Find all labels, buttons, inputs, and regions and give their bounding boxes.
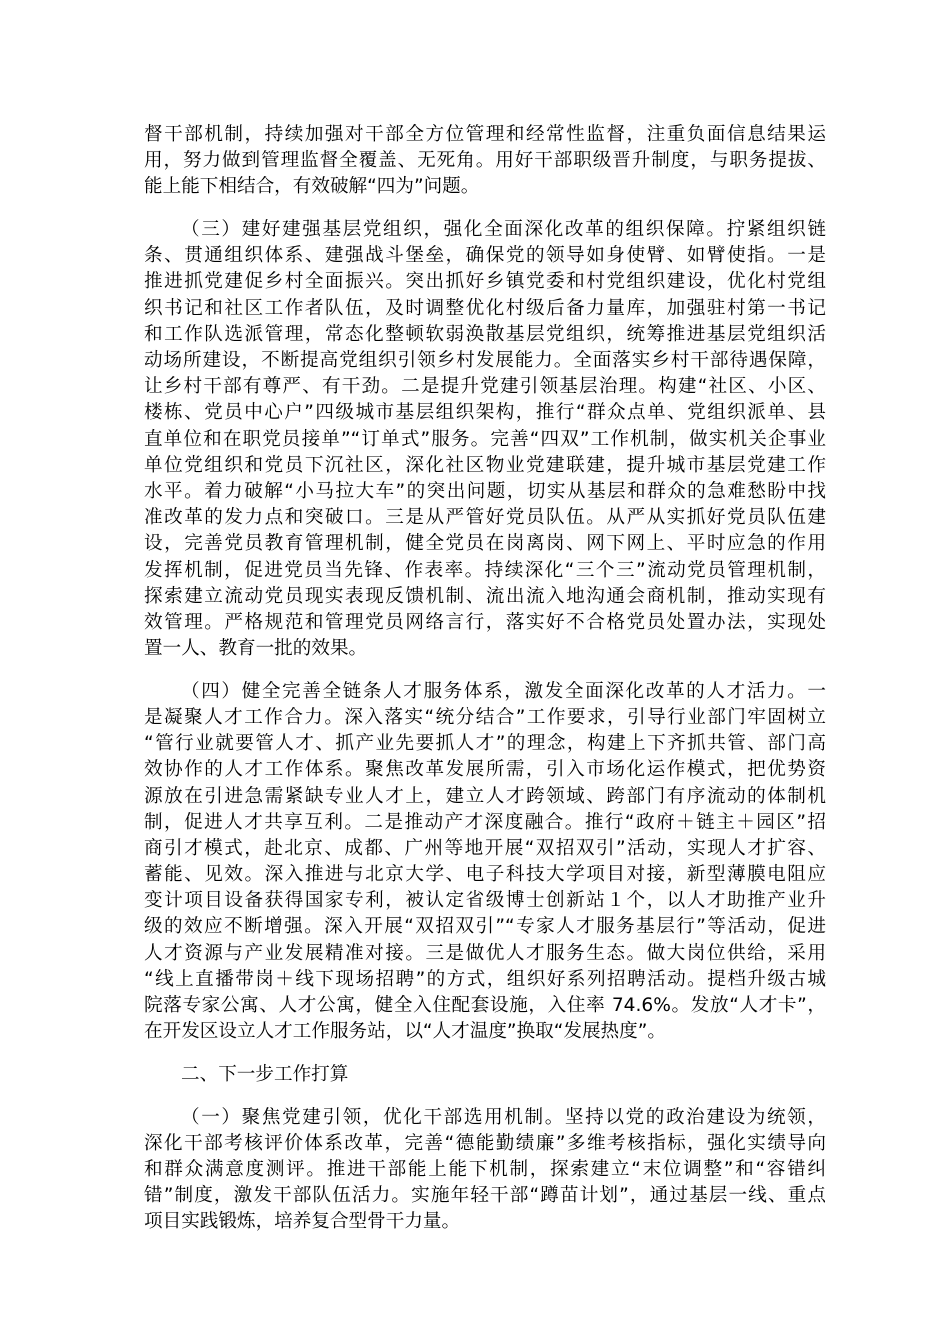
text-line: 和群众满意度测评。推进干部能上能下机制，探索建立“末位调整”和“容错纠 <box>144 1158 826 1180</box>
text-line: 错”制度，激发干部队伍活力。实施年轻干部“蹲苗计划”，通过基层一线、重点 <box>144 1185 826 1207</box>
text-line: 院落专家公寓、人才公寓，健全入住配套设施，入住率 74.6%。发放“人才卡”， <box>144 995 826 1016</box>
text-line: 条、贯通组织体系、建强战斗堡垒，确保党的领导如身使臂、如臂使指。一是 <box>144 245 826 267</box>
paragraph-spacing <box>144 1045 826 1062</box>
text-line: 是凝聚人才工作合力。深入落实“统分结合”工作要求，引导行业部门牢固树立 <box>144 706 826 728</box>
text-line: 织书记和社区工作者队伍，及时调整优化村级后备力量库，加强驻村第一书记 <box>144 297 826 319</box>
paragraph-spacing <box>144 662 826 679</box>
text-line: 级的效应不断增强。深入开展“双招双引”“专家人才服务基层行”等活动，促进 <box>144 916 826 938</box>
text-line: （三）建好建强基层党组织，强化全面深化改革的组织保障。拧紧组织链 <box>181 219 826 241</box>
text-line: 推进抓党建促乡村全面振兴。突出抓好乡镇党委和村党组织建设，优化村党组 <box>144 271 826 293</box>
text-line: 蓄能、见效。深入推进与北京大学、电子科技大学项目对接，新型薄膜电阻应 <box>144 864 826 886</box>
text-line: （一）聚焦党建引领，优化干部选用机制。坚持以党的政治建设为统领， <box>181 1106 826 1128</box>
text-line: 商引才模式，赴北京、成都、广州等地开展“双招双引”活动，实现人才扩容、 <box>144 837 826 859</box>
document-page <box>144 122 826 1236</box>
text-line: 用，努力做到管理监督全覆盖、无死角。用好干部职级晋升制度，与职务提拔、 <box>144 150 826 172</box>
text-line: 项目实践锻炼，培养复合型骨干力量。 <box>144 1211 461 1233</box>
text-line: 楼栋、党员中心户”四级城市基层组织架构，推行“群众点单、党组织派单、县 <box>144 402 826 424</box>
text-line: 探索建立流动党员现实表现反馈机制、流出流入地沟通会商机制，推动实现有 <box>144 585 826 607</box>
text-line: “管行业就要管人才、抓产业先要抓人才”的理念，构建上下齐抓共管、部门高 <box>144 733 826 755</box>
section-heading: 二、下一步工作打算 <box>181 1063 349 1085</box>
text-line: 单位党组织和党员下沉社区，深化社区物业党建联建，提升城市基层党建工作 <box>144 454 826 476</box>
text-line: 动场所建设，不断提高党组织引领乡村发展能力。全面落实乡村干部待遇保障， <box>144 350 826 371</box>
text-line: 直单位和在职党员接单”“订单式”服务。完善“四双”工作机制，做实机关企事业 <box>144 428 826 450</box>
text-line: 让乡村干部有尊严、有干劲。二是提升党建引领基层治理。构建“社区、小区、 <box>144 376 826 398</box>
text-line: “线上直播带岗＋线下现场招聘”的方式，组织好系列招聘活动。提档升级古城 <box>144 968 826 990</box>
text-line: 和工作队选派管理，常态化整顿软弱涣散基层党组织，统筹推进基层党组织活 <box>144 323 826 345</box>
text-line: 在开发区设立人才工作服务站，以“人才温度”换取“发展热度”。 <box>144 1021 666 1043</box>
text-line: 效管理。严格规范和管理党员网络言行，落实好不合格党员处置办法，实现处 <box>144 611 826 633</box>
text-line: 能上能下相结合，有效破解“四为”问题。 <box>144 176 480 198</box>
text-line: 变计项目设备获得国家专利，被认定省级博士创新站１个，以人才助推产业升 <box>144 890 826 912</box>
text-line: 深化干部考核评价体系改革，完善“德能勤绩廉”多维考核指标，强化实绩导向 <box>144 1132 826 1154</box>
paragraph-grassroots-party-organization <box>144 217 826 662</box>
text-line: 设，完善党员教育管理机制，健全党员在岗离岗、网下网上、平时应急的作用 <box>144 533 826 555</box>
paragraph-cadre-supervision <box>144 122 826 201</box>
text-line: 准改革的发力点和突破口。三是从严管好党员队伍。从严从实抓好党员队伍建 <box>144 507 826 529</box>
text-line: 置一人、教育一批的效果。 <box>144 638 368 660</box>
text-line: 效协作的人才工作体系。聚焦改革发展所需，引入市场化运作模式，把优势资 <box>144 759 826 781</box>
paragraph-party-building-cadre-selection <box>144 1105 826 1236</box>
text-line: （四）健全完善全链条人才服务体系，激发全面深化改革的人才活力。一 <box>181 680 826 702</box>
text-line: 制，促进人才共享互利。二是推动产才深度融合。推行“政府＋链主＋园区”招 <box>144 811 826 833</box>
text-line: 水平。着力破解“小马拉大车”的突出问题，切实从基层和群众的急难愁盼中找 <box>144 480 826 502</box>
text-line: 督干部机制，持续加强对干部全方位管理和经常性监督，注重负面信息结果运 <box>144 124 826 145</box>
paragraph-talent-service-system <box>144 679 826 1046</box>
paragraph-spacing <box>144 1088 826 1105</box>
text-line: 发挥机制，促进党员当先锋、作表率。持续深化“三个三”流动党员管理机制， <box>144 559 826 581</box>
text-line: 人才资源与产业发展精准对接。三是做优人才服务生态。做大岗位供给，采用 <box>144 942 826 964</box>
paragraph-spacing <box>144 201 826 218</box>
text-line: 源放在引进急需紧缺专业人才上，建立人才跨领域、跨部门有序流动的体制机 <box>144 785 826 807</box>
